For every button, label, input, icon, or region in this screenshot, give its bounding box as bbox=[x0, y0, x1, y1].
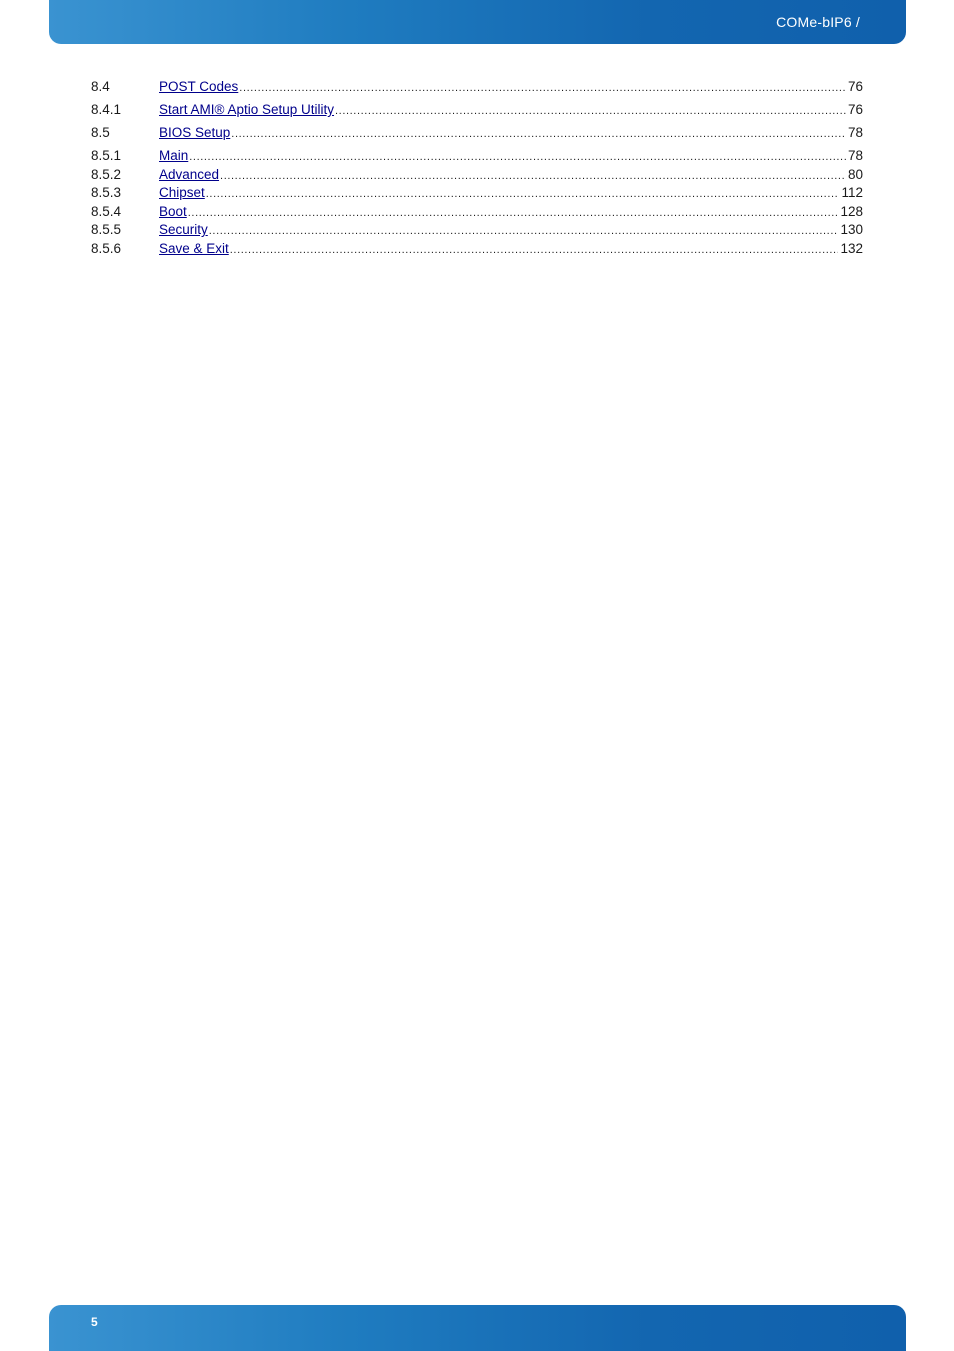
toc-entry-number: 8.5.4 bbox=[91, 203, 122, 219]
toc-entry-page: 128 bbox=[840, 203, 863, 219]
toc-entry-link[interactable]: Start AMI® Aptio Setup Utility bbox=[159, 102, 335, 117]
toc-entry bbox=[91, 166, 863, 185]
toc-entry-page: 78 bbox=[847, 125, 863, 140]
toc-dot-leader bbox=[189, 148, 846, 167]
toc-dot-leader bbox=[335, 102, 846, 121]
toc-dot-leader bbox=[188, 204, 839, 223]
toc-dot-leader bbox=[239, 79, 846, 98]
toc-dot-leader bbox=[230, 241, 839, 260]
toc-entry bbox=[91, 147, 863, 166]
header-bar bbox=[49, 0, 906, 44]
toc-entry-link[interactable]: Advanced bbox=[159, 166, 220, 182]
toc-entry bbox=[91, 184, 863, 203]
toc-entry bbox=[91, 203, 863, 222]
toc-entry bbox=[91, 101, 863, 120]
toc-entry-link[interactable]: Security bbox=[159, 222, 208, 237]
toc-dot-leader bbox=[206, 185, 840, 204]
toc-entry-number: 8.5.6 bbox=[91, 240, 122, 256]
footer-bar bbox=[49, 1305, 906, 1351]
toc-entry-number: 8.5.2 bbox=[91, 166, 122, 182]
toc-entry-page: 132 bbox=[840, 240, 863, 256]
toc-entry-page: 130 bbox=[840, 222, 863, 237]
toc-entry-link[interactable]: BIOS Setup bbox=[159, 125, 231, 140]
toc-entry-link[interactable]: Save & Exit bbox=[159, 240, 229, 256]
toc-entry-page: 76 bbox=[847, 79, 863, 94]
toc-entry-link[interactable]: POST Codes bbox=[159, 79, 239, 94]
toc-dot-leader bbox=[220, 167, 846, 186]
toc-entry-link[interactable]: Boot bbox=[159, 203, 187, 219]
toc-entry-number: 8.5.3 bbox=[91, 185, 122, 200]
toc-entry-number: 8.4 bbox=[91, 79, 110, 94]
toc-dot-leader bbox=[209, 222, 839, 241]
toc-entry-number: 8.4.1 bbox=[91, 102, 122, 117]
toc-entry bbox=[91, 221, 863, 240]
toc-entry-number: 8.5.5 bbox=[91, 222, 122, 237]
toc-entry bbox=[91, 240, 863, 259]
toc-entry bbox=[91, 78, 863, 97]
toc-entry-link[interactable]: Chipset bbox=[159, 185, 205, 200]
toc-entry-page: 78 bbox=[847, 148, 863, 163]
document-title: COMe-bIP6 / bbox=[776, 14, 860, 30]
toc-entry-page: 76 bbox=[847, 102, 863, 117]
toc-entry bbox=[91, 124, 863, 143]
toc-entry-page: 80 bbox=[847, 166, 863, 182]
page-number: 5 bbox=[91, 1315, 98, 1329]
table-of-contents bbox=[91, 78, 863, 258]
toc-entry-page: 112 bbox=[841, 185, 863, 200]
toc-entry-number: 8.5 bbox=[91, 125, 110, 140]
toc-entry-number: 8.5.1 bbox=[91, 148, 122, 163]
toc-entry-link[interactable]: Main bbox=[159, 148, 189, 163]
toc-dot-leader bbox=[231, 125, 846, 144]
